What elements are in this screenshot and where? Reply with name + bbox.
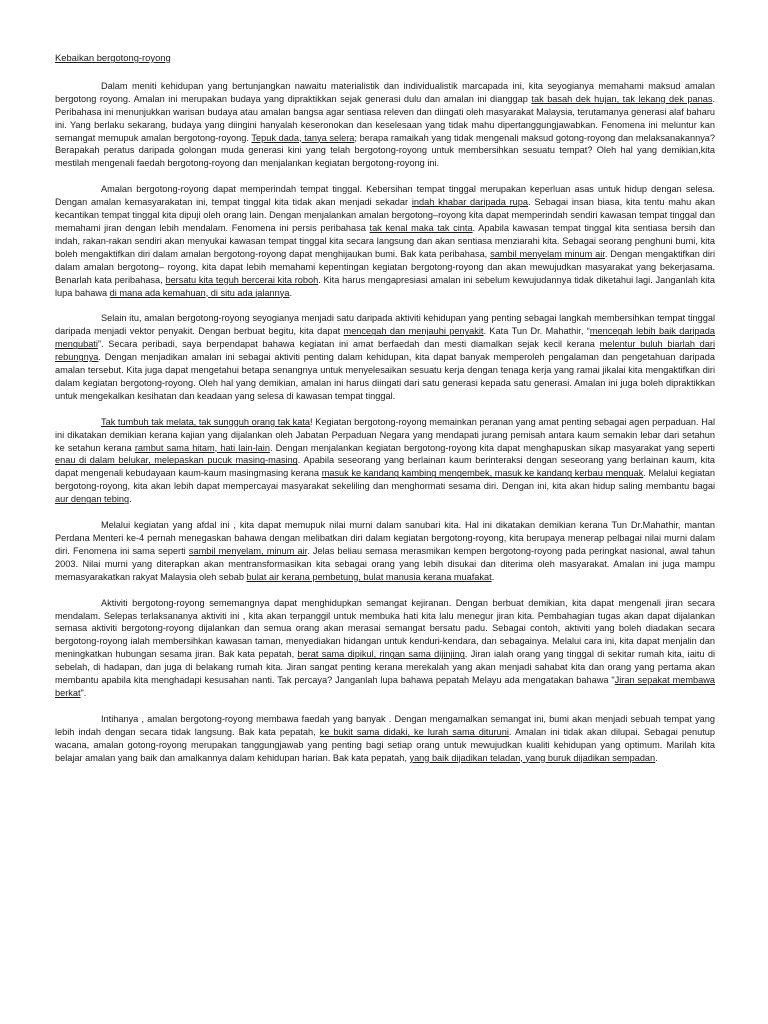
underlined-phrase: Tak tumbuh tak melata, tak sungguh orang tak kata — [101, 416, 311, 427]
paragraph-text: Amalan bergotong-royong dapat memperindah tempat tinggal. Kebersihan tempat tinggal merupakan keperluan asas untuk hidup dengan selesa. Dengan amalan kemasyarakatan ini, tempat tinggal kita tidak akan menjadi sekadar — [55, 184, 715, 208]
paragraph-text: . Melalui kegiatan bergotong-royong, kita akan lebih dapat mempercayai masyarakat sekeliling dan menghormati sesama diri. Dengan ini, kita akan hidup saling membantu bagai — [55, 468, 716, 492]
paragraph-6 — [55, 597, 715, 700]
underlined-phrase: melentur buluh biarlah dari rebungnya — [55, 339, 715, 363]
underlined-phrase: enau di dalam belukar, melepaskan pucuk masing-masing — [55, 455, 298, 466]
underlined-phrase: Jiran sepakat membawa berkat — [55, 675, 715, 698]
underlined-phrase: rambut sama hitam, hati lain-lain — [134, 442, 270, 453]
underlined-phrase: mencegah lebih baik daripada mengubati — [55, 326, 715, 350]
paragraph-text: ; berapa ramaikah yang tidak mengenali maksud gotong-royong dan melaksanakannya? Berapakah peratus daripada golongan muda generasi kini yang telah bergotong-royong untuk membersihkan sesuatu tempat? Oleh hal yang demikian,kita mestilah mengenali faedah bergotong-royong dan menjalankan kegiatan bergotong-royong ini. — [55, 132, 716, 169]
paragraph-text: ”. Secara peribadi, saya berpendapat bahawa kegiatan ini amat berfaedah dan mesti diamalkan sejak kecil kerana — [97, 339, 600, 350]
paragraph-5 — [55, 519, 715, 584]
document-title: Kebaikan bergotong-royong — [55, 52, 171, 63]
paragraph-text: Aktiviti bergotong-royong sememangnya dapat menghidupkan semangat kejiranan. Dengan berbuat demikian, kita dapat mengenali jiran secara mendalam. Selepas terlaksananya aktiviti ini , kita akan terpanggil untuk membuka hati kita lalu menegur jiran kita. Pembahagian tugas akan dapat dijalankan semasa aktiviti bergotong-royong dijalankan dan semua orang akan merasai semangat bersatu padu. Sebagai contoh, aktiviti yang boleh diadakan secara bergotong-royong ialah membersihkan kawasan taman, menyediakan hidangan untuk kenduri-kendara, dan sebagainya. Melalui cara ini, kita dapat menjalin dan meningkatkan hubungan sesama jiran. Bak kata pepatah, — [55, 597, 715, 660]
underlined-phrase: aur dengan tebing — [55, 494, 130, 505]
underlined-phrase: tak kenal maka tak cinta — [369, 222, 473, 233]
paragraph-2 — [55, 183, 715, 299]
paragraph-4 — [55, 416, 715, 506]
underlined-phrase: sambil menyelam minum air — [490, 248, 605, 259]
paragraph-1 — [55, 80, 715, 170]
paragraph-text: Melalui kegiatan yang afdal ini , kita dapat memupuk nilai murni dalam sanubari kita. Hal ini dikatakan demikian kerana Tun Dr.Mahathir, mantan Perdana Menteri ke-4 pernah menegaskan bahawa dengan melibatkan diri dalam kegiatan bergotong-royong, kita berupaya menerap pelbagai nilai murni dalam diri. Fenomena ini sama seperti — [55, 520, 715, 556]
paragraph-text: . Kita harus mengapresiasi amalan ini sebelum kewujudannya tidak diketahui lagi. Janganlah kita lupa bahawa — [55, 274, 715, 298]
paragraph-3 — [55, 312, 715, 402]
paragraph-text: Selain itu, amalan bergotong-royong seyogianya menjadi satu daripada aktiviti kehidupan yang penting sebagai langkah membersihkan tempat tinggal daripada menjadi vektor penyakit. Dengan berbuat begitu, kita dapat — [55, 313, 715, 337]
paragraph-text: . — [655, 752, 658, 763]
paragraph-text: . Jelas beliau semasa merasmikan kempen bergotong-royong pada peringkat nasional, awal tahun 2003. Nilai murni yang diterapkan akan mentransformasikan kita sebagai orang yang lebih disukai dan diterima oleh masyarakat. Amalan ini juga mampu memasyarakatkan rakyat Malaysia oleh sebab — [55, 545, 715, 582]
underlined-phrase: ke bukit sama didaki, ke lurah sama dituruni — [319, 726, 509, 737]
underlined-phrase: yang baik dijadikan teladan, yang buruk dijadikan sempadan — [409, 752, 656, 763]
paragraph-text: . Amalan ini tidak akan dilupai. Sebagai penutup wacana, amalan gotong-royong merupakan tanggungjawab yang penting bagi setiap orang untuk mewujudkan kualiti kehidupan yang optimum. Marilah kita belajar amalan yang baik dan amalkannya dalam kehidupan harian. Bak kata pepatah, — [55, 726, 715, 763]
underlined-phrase: masuk ke kandang kambing mengembek, masuk ke kandang kerbau menguak — [321, 468, 644, 479]
paragraph-text: . Apabila kawasan tempat tinggal kita sentiasa bersih dan indah, rakan-rakan sendiri akan menyukai kawasan tempat tinggal kita secara langsung dan akan sentiasa menziarahi kita. Sebagai seorang penghuni bumi, kita boleh mengaktifkan diri dalam amalan bergotong-royong dapat menghijaukan bumi. Bak kata peribahasa, — [55, 222, 715, 259]
paragraph-text: . Peribahasa ini menunjukkan warisan budaya atau amalan bangsa agar sentiasa releven dan diingati oleh masyarakat Malaysia, terutamanya generasi alaf baharu ini. Yang berlaku sekarang, budaya yang diingini hanyalah keseronokan dan keselesaan yang tidak mahu dipertanggungjawabkan. Fenomena ini meluntur kan semangat memupuk amalan bergotong-royong. — [55, 93, 715, 143]
paragraph-text: . Dengan mengaktifkan diri dalam amalan bergotong– royong, kita dapat lebih memahami kepentingan kegiatan bergotong-royong dan akan mewujudkan masyarakat yang bekerjasama. Benarlah kata peribahasa, — [55, 248, 715, 285]
document-body — [55, 80, 715, 765]
document-page — [55, 52, 715, 778]
paragraph-text: . Jiran ialah orang yang tinggal di sekitar rumah kita, iaitu di sebelah, di hadapan, dan juga di belakang rumah kita. Jiran sangat penting kerana merekalah yang akan menjadi sahabat kita dan orang yang pertama akan membantu apabila kita menghadapi kesusahan nanti. Tak percaya? Janganlah lupa bahawa pepatah Melayu ada mengatakan bahawa " — [55, 649, 716, 686]
paragraph-text: ". — [80, 687, 87, 698]
paragraph-text: . — [289, 287, 293, 298]
paragraph-text: Intihanya , amalan bergotong-royong membawa faedah yang banyak . Dengan mengamalkan semangat ini, bumi akan menjadi sebuah tempat yang lebih indah dengan secara tidak langsung. Bak kata pepatah, — [55, 713, 715, 737]
underlined-phrase: bulat air kerana pembetung, bulat manusia kerana muafakat — [246, 571, 492, 582]
underlined-phrase: mencegah dan menjauhi penyakit — [343, 326, 484, 337]
paragraph-7 — [55, 713, 715, 765]
paragraph-text: . Dengan menjadikan amalan ini sebagai aktiviti penting dalam kehidupan, kita dapat banyak memperoleh pengalaman dan pengetahuan daripada amalan tersebut. Kita juga dapat mengetahui betapa senangnya untuk menyelesaikan sesuatu kerja dengan tenaga kerja yang ramai jikalai kita mengaktifkan diri dalam kegiatan bergotong-royong. Oleh hal yang demikian, amalan ini harus diingati dari satu generasi kepada satu generasi. Amalan ini juga boleh dipraktikkan untuk mengekalkan kesihatan dan keadaan yang selesa di kawasan tempat tinggal. — [55, 352, 715, 401]
paragraph-text: . Kata Tun Dr. Mahathir, “ — [483, 326, 590, 337]
underlined-phrase: sambil menyelam, minum air — [188, 545, 308, 556]
underlined-phrase: bersatu kita teguh bercerai kita roboh — [165, 274, 319, 285]
underlined-phrase: di mana ada kemahuan, di situ ada jalannya — [109, 287, 290, 298]
paragraph-text: . — [129, 494, 132, 505]
paragraph-text: Dalam meniti kehidupan yang bertunjangkan nawaitu materialistik dan individualistik marcapada ini, kita seyogianya memahami maksud amalan bergotong royong. Amalan ini merupakan budaya yang dipraktikkan sejak generasi dulu dan amalan ini dianggap — [55, 80, 715, 104]
paragraph-text: . — [491, 571, 495, 582]
paragraph-text: . Sebagai insan biasa, kita tentu mahu akan kecantikan tempat tinggal kita dipuji oleh orang lain. Dengan menjalankan amalan bergotong–royong kita dapat memperindah sendiri kawasan tempat tinggal dan memahami jiran dengan lebih mendalam. Fenomena ini persis peribahasa — [55, 197, 715, 233]
paragraph-text: . Dengan menjalankan kegiatan bergotong-royong kita dapat menghapuskan sikap masyarakat yang seperti — [269, 442, 715, 453]
paragraph-text: . Apabila seseorang yang berlainan kaum berinteraksi dengan seseorang yang berlainan kaum, kita dapat mengenali kebudayaan kaum-kaum masingmasing kerana — [55, 455, 715, 479]
underlined-phrase: Tepuk dada, tanya selera — [251, 132, 355, 143]
underlined-phrase: tak basah dek hujan, tak lekang dek panas — [531, 93, 713, 104]
underlined-phrase: berat sama dipikul, ringan sama dijinjing — [297, 649, 465, 660]
paragraph-text: ! Kegiatan bergotong-royong memainkan peranan yang amat penting sebagai agen perpaduan. Hal ini dikatakan demikian kerana kajian yang dijalankan oleh Jabatan Perpaduan Negara yang mendapati jurang pemisah antara kaum semakin lebar dari setahun ke setahun kerana — [55, 416, 715, 453]
underlined-phrase: indah khabar daripada rupa — [411, 197, 529, 208]
